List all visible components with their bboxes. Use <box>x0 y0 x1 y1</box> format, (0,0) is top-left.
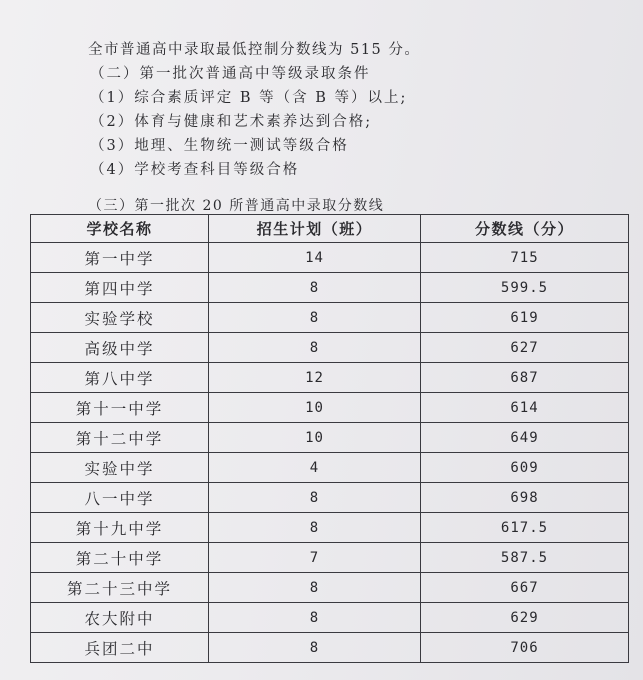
table-row <box>31 423 629 453</box>
school-name-cell: 兵团二中 <box>31 633 209 663</box>
cutoff-score-cell: 715 <box>421 243 629 273</box>
enrollment-plan-cell: 14 <box>209 243 421 273</box>
enrollment-plan-cell: 12 <box>209 363 421 393</box>
section-heading-2: （二）第一批次普通高中等级录取条件 <box>90 66 371 82</box>
cutoff-score-cell: 599.5 <box>421 273 629 303</box>
enrollment-plan-cell: 4 <box>209 453 421 483</box>
school-name-cell: 第一中学 <box>31 243 209 273</box>
cutoff-score-cell: 617.5 <box>421 513 629 543</box>
enrollment-plan-cell: 10 <box>209 393 421 423</box>
enrollment-plan-cell: 8 <box>209 273 421 303</box>
condition-item-2: （2）体育与健康和艺术素养达到合格; <box>90 114 373 130</box>
table-row <box>31 453 629 483</box>
table-row <box>31 243 629 273</box>
enrollment-plan-cell: 8 <box>209 303 421 333</box>
table-row <box>31 273 629 303</box>
table-row <box>31 513 629 543</box>
cutoff-score-cell: 706 <box>421 633 629 663</box>
school-name-cell: 第八中学 <box>31 363 209 393</box>
cutoff-score-cell: 698 <box>421 483 629 513</box>
cutoff-score-cell: 619 <box>421 303 629 333</box>
table-row <box>31 573 629 603</box>
cutoff-score-cell: 627 <box>421 333 629 363</box>
school-name-cell: 第二十三中学 <box>31 573 209 603</box>
enrollment-plan-cell: 8 <box>209 483 421 513</box>
table-row <box>31 303 629 333</box>
header-cutoff-score: 分数线（分） <box>421 215 629 243</box>
school-name-cell: 第二十中学 <box>31 543 209 573</box>
condition-item-4: （4）学校考查科目等级合格 <box>90 162 300 178</box>
enrollment-plan-cell: 8 <box>209 573 421 603</box>
min-score-line: 全市普通高中录取最低控制分数线为 515 分。 <box>88 42 421 58</box>
cutoff-score-cell: 587.5 <box>421 543 629 573</box>
cutoff-score-cell: 609 <box>421 453 629 483</box>
enrollment-plan-cell: 8 <box>209 333 421 363</box>
table-row <box>31 603 629 633</box>
enrollment-plan-cell: 8 <box>209 513 421 543</box>
enrollment-plan-cell: 8 <box>209 603 421 633</box>
intro-text <box>78 38 618 182</box>
table-row <box>31 543 629 573</box>
enrollment-plan-cell: 7 <box>209 543 421 573</box>
table-row <box>31 393 629 423</box>
score-table <box>30 214 629 663</box>
table-row <box>31 483 629 513</box>
header-school-name: 学校名称 <box>31 215 209 243</box>
table-title: （三）第一批次 20 所普通高中录取分数线 <box>88 198 385 214</box>
school-name-cell: 第十九中学 <box>31 513 209 543</box>
header-enrollment-plan: 招生计划（班） <box>209 215 421 243</box>
table-body <box>31 243 629 663</box>
condition-item-3: （3）地理、生物统一测试等级合格 <box>90 138 349 154</box>
table-row <box>31 633 629 663</box>
school-name-cell: 第四中学 <box>31 273 209 303</box>
enrollment-plan-cell: 8 <box>209 633 421 663</box>
table-header-row <box>31 215 629 243</box>
condition-item-1: （1）综合素质评定 B 等（含 B 等）以上; <box>90 90 408 106</box>
school-name-cell: 农大附中 <box>31 603 209 633</box>
school-name-cell: 八一中学 <box>31 483 209 513</box>
table-row <box>31 363 629 393</box>
cutoff-score-cell: 614 <box>421 393 629 423</box>
school-name-cell: 实验学校 <box>31 303 209 333</box>
cutoff-score-cell: 687 <box>421 363 629 393</box>
school-name-cell: 高级中学 <box>31 333 209 363</box>
enrollment-plan-cell: 10 <box>209 423 421 453</box>
table-row <box>31 333 629 363</box>
cutoff-score-cell: 629 <box>421 603 629 633</box>
school-name-cell: 第十二中学 <box>31 423 209 453</box>
school-name-cell: 第十一中学 <box>31 393 209 423</box>
cutoff-score-cell: 667 <box>421 573 629 603</box>
cutoff-score-cell: 649 <box>421 423 629 453</box>
school-name-cell: 实验中学 <box>31 453 209 483</box>
